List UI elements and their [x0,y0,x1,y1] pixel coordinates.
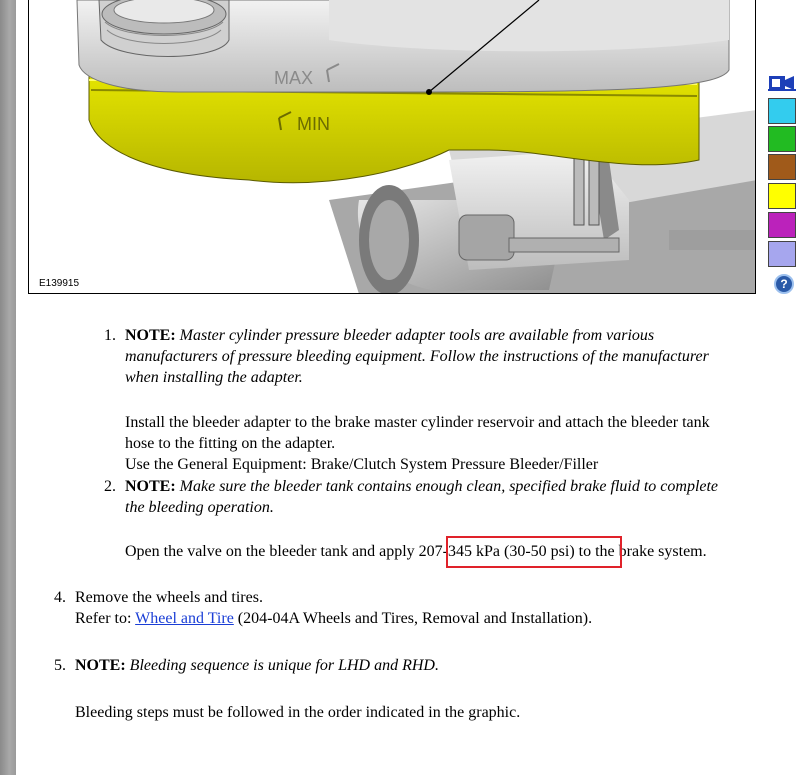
note-label: NOTE: [75,657,126,674]
help-icon[interactable]: ? [774,274,794,294]
step2-note-line-2 [125,497,274,518]
note-text: when installing the adapter. [125,369,303,386]
step-number: 5. [54,657,66,674]
note-text: the bleeding operation. [125,499,274,516]
note-label: NOTE: [125,478,176,495]
step1-body-line-1: Install the bleeder adapter to the brake master cylinder reservoir and attach the bleeder tank [125,414,710,431]
pressure-spec: 207-345 kPa (30-50 psi) [418,543,575,560]
note-text: Make sure the bleeder tank contains enough clean, specified brake fluid to complete [175,478,719,495]
step1-note-line-2 [125,346,709,367]
step4-refer-line [75,608,592,629]
step-number: 4. [54,589,66,606]
step-number: 1. [104,327,116,344]
min-level-mark: MIN [297,114,330,134]
max-level-mark: MAX [274,68,314,88]
step-number: 2. [104,478,116,495]
step5-note-line [75,655,439,676]
step1-body-line-2: hose to the fitting on the adapter. [125,435,336,452]
pressure-highlight-box [446,536,622,568]
note-label: NOTE: [125,327,176,344]
note-text: Bleeding sequence is unique for LHD and RHD. [125,657,439,674]
figure-id: E139915 [39,278,80,289]
refer-label: Refer to: [75,610,136,627]
step1-equipment-line: Use the General Equipment: Brake/Clutch System Pressure Bleeder/Filler [125,456,599,473]
note-text: manufacturers of pressure bleeding equipment. Follow the instructions of the manufacturer [125,348,709,365]
step1-note-line-1 [125,325,654,346]
body-text: Open the valve on the bleeder tank and apply [125,543,419,560]
step1-note-line-3 [125,367,303,388]
step4-line-1: Remove the wheels and tires. [75,589,263,606]
step5-body-line: Bleeding steps must be followed in the order indicated in the graphic. [75,704,521,721]
note-text: Master cylinder pressure bleeder adapter tools are available from various [175,327,655,344]
refer-suffix: (204-04A Wheels and Tires, Removal and Installation). [233,610,593,627]
step2-note-line-1 [125,476,718,497]
body-text: to the brake system. [574,543,707,560]
wheel-and-tire-link[interactable]: Wheel and Tire [135,610,234,627]
